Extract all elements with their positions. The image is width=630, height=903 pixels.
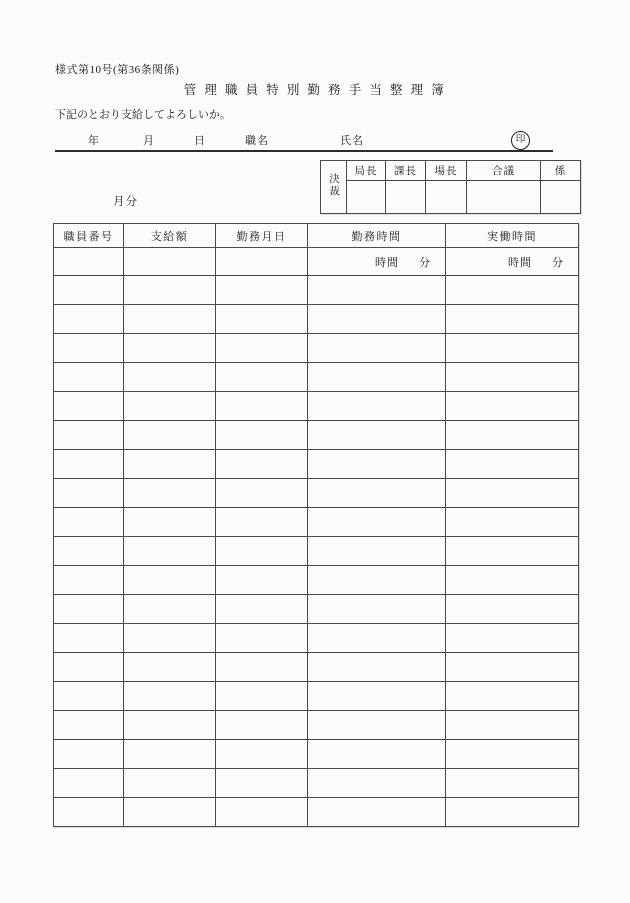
table-cell [446,798,579,827]
approval-stamp-cell [386,181,426,214]
table-row [54,392,579,421]
table-cell [54,479,124,508]
table-cell [54,248,124,276]
approval-col-kacho: 課長 [386,161,426,181]
table-cell [54,624,124,653]
table-cell [216,653,308,682]
table-row [54,305,579,334]
instruction-text: 下記のとおり支給してよろしいか。 [55,109,231,121]
table-cell [124,537,216,566]
approval-col-goi: 合議 [467,161,541,181]
table-row [54,537,579,566]
table-cell [216,508,308,537]
table-row [54,363,579,392]
table-cell [308,740,446,769]
table-cell [308,479,446,508]
table-cell [124,566,216,595]
table-cell [54,740,124,769]
table-cell [216,595,308,624]
table-cell [124,248,216,276]
table-cell [308,653,446,682]
seal-stamp-icon: 印 [511,131,530,150]
table-cell [446,334,579,363]
table-cell [216,711,308,740]
kessai-cell [321,161,347,214]
form-number: 様式第10号(第36条関係) [55,64,180,76]
table-cell [446,682,579,711]
table-cell [216,798,308,827]
table-cell [308,363,446,392]
table-row [54,682,579,711]
table-cell [216,450,308,479]
table-cell [216,392,308,421]
table-cell [124,740,216,769]
table-cell [124,450,216,479]
table-cell [216,537,308,566]
table-cell [124,305,216,334]
table-cell [446,740,579,769]
table-cell [446,711,579,740]
table-row [54,276,579,305]
table-cell [54,682,124,711]
table-header-row [54,224,579,248]
table-cell [308,421,446,450]
table-row [54,479,579,508]
table-row [54,769,579,798]
approval-stamp-cell [426,181,467,214]
table-cell [54,508,124,537]
month-label: 月 [143,135,155,147]
table-row [54,740,579,769]
table-cell [124,653,216,682]
hours-unit-label: 時間 [375,256,399,269]
table-cell [124,392,216,421]
table-cell [216,421,308,450]
table-cell [308,769,446,798]
table-cell [54,363,124,392]
table-row [54,334,579,363]
table-cell [124,798,216,827]
table-cell [308,682,446,711]
position-title-label: 職名 [245,135,269,147]
table-row [54,595,579,624]
table-row [54,653,579,682]
minutes-unit-label: 分 [552,256,564,269]
signature-underline [55,150,553,152]
table-row [54,450,579,479]
col-work-date: 勤務月日 [216,224,308,248]
table-cell [54,769,124,798]
table-cell [124,363,216,392]
col-payment-amount: 支給額 [124,224,216,248]
sub-header-row [54,248,579,276]
table-cell [308,508,446,537]
table-cell [446,305,579,334]
table-cell [446,769,579,798]
minutes-unit-label: 分 [419,256,431,269]
table-cell [54,537,124,566]
table-cell [124,334,216,363]
col-work-time: 勤務時間 [308,224,446,248]
table-cell [216,769,308,798]
table-row [54,508,579,537]
year-label: 年 [88,135,100,147]
approval-stamp-cell [541,181,581,214]
table-cell [446,566,579,595]
table-cell [308,537,446,566]
main-table-body [54,248,579,827]
col-actual-time: 実働時間 [446,224,579,248]
table-cell [446,421,579,450]
approval-col-kakari: 係 [541,161,581,181]
table-cell [446,392,579,421]
approval-box [320,160,581,214]
table-cell [308,798,446,827]
table-cell [308,566,446,595]
table-cell [54,305,124,334]
hours-unit-label: 時間 [508,256,532,269]
name-label: 氏名 [340,135,364,147]
table-cell [54,595,124,624]
table-cell [308,276,446,305]
table-cell [308,392,446,421]
actual-time-units-cell [446,248,579,276]
table-cell [446,450,579,479]
table-cell [308,305,446,334]
record-table [53,223,579,827]
work-time-units-cell [308,248,446,276]
table-cell [308,711,446,740]
table-row [54,421,579,450]
month-period-label: 月分 [113,196,138,208]
table-cell [124,421,216,450]
table-cell [124,479,216,508]
table-cell [54,566,124,595]
table-cell [308,595,446,624]
approval-stamp-cell [467,181,541,214]
table-cell [216,248,308,276]
table-cell [446,508,579,537]
table-cell [124,276,216,305]
table-cell [124,595,216,624]
table-cell [124,711,216,740]
table-cell [308,334,446,363]
table-cell [124,624,216,653]
approval-col-kyokucho: 局長 [347,161,386,181]
table-cell [216,740,308,769]
kessai-label: 決裁 [328,173,339,198]
col-employee-number: 職員番号 [54,224,124,248]
table-cell [216,624,308,653]
approval-stamp-cell [347,181,386,214]
table-cell [446,595,579,624]
table-cell [446,363,579,392]
table-cell [308,624,446,653]
table-cell [54,392,124,421]
table-row [54,624,579,653]
table-cell [124,682,216,711]
table-cell [446,479,579,508]
table-cell [54,711,124,740]
table-cell [216,479,308,508]
table-cell [124,508,216,537]
table-row [54,566,579,595]
table-cell [308,450,446,479]
page-title: 管 理 職 員 特 別 勤 務 手 当 整 理 簿 [183,83,447,97]
table-cell [54,276,124,305]
table-cell [216,305,308,334]
table-cell [446,276,579,305]
approval-col-jocho: 場長 [426,161,467,181]
table-cell [124,769,216,798]
table-cell [216,276,308,305]
table-cell [54,421,124,450]
table-cell [216,682,308,711]
table-cell [54,334,124,363]
table-cell [216,334,308,363]
table-cell [216,566,308,595]
table-row [54,711,579,740]
table-row [54,798,579,827]
table-cell [446,537,579,566]
table-cell [54,653,124,682]
table-cell [446,653,579,682]
table-cell [446,624,579,653]
table-cell [54,798,124,827]
day-label: 日 [194,135,206,147]
table-cell [216,363,308,392]
table-cell [54,450,124,479]
